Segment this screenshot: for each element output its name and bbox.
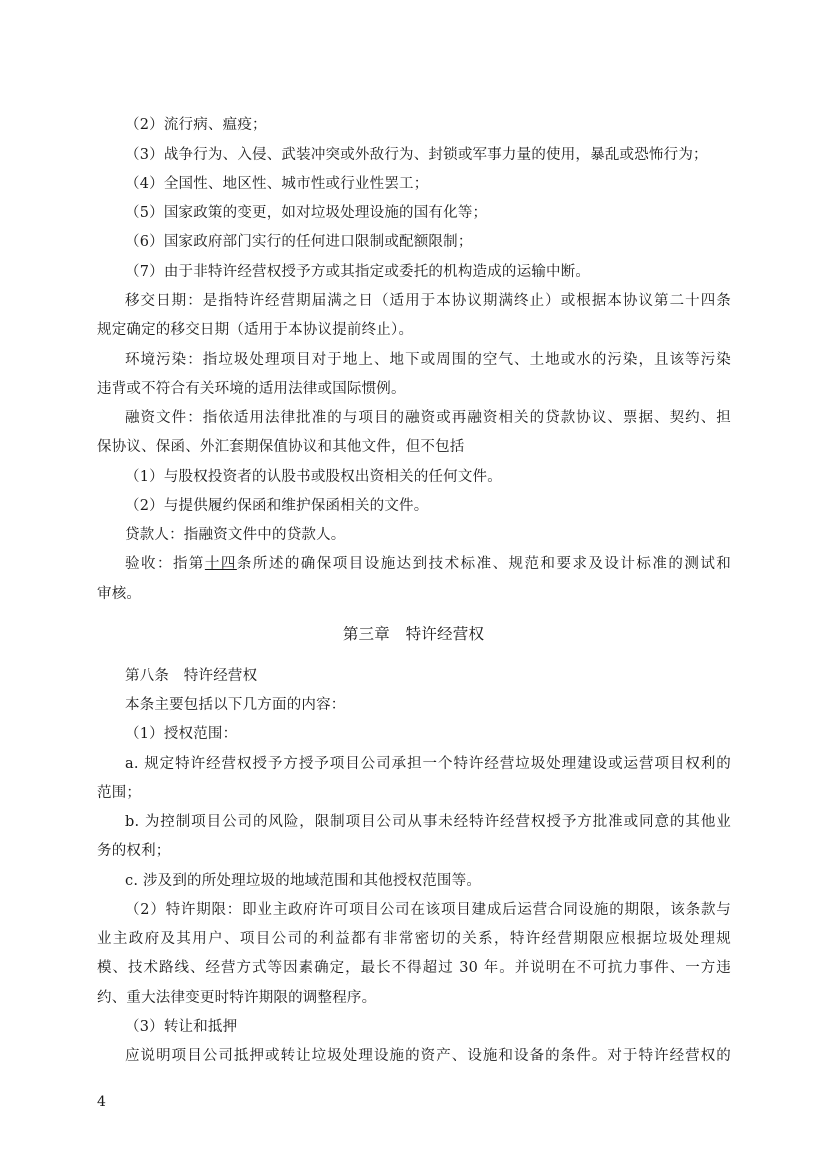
scope-item-a: a. 规定特许经营权授予方授予项目公司承担一个特许经营垃圾处理建设或运营项目权利的 <box>125 756 731 772</box>
term-paragraph: （2）特许期限：即业主政府许可项目公司在该项目建成后运营合同设施的期限，该条款与 <box>125 902 731 918</box>
term-paragraph-cont: 业主政府及其用户、项目公司的利益都有非常密切的关系，特许经营期限应根据垃圾处理规 <box>97 931 731 947</box>
force-majeure-item: （7）由于非特许经营权授予方或其指定或委托的机构造成的运输中断。 <box>125 264 591 280</box>
force-majeure-item: （4）全国性、地区性、城市性或行业性罢工； <box>125 176 429 192</box>
definition-financing-docs-cont: 保协议、保函、外汇套期保值协议和其他文件，但不包括 <box>97 439 465 455</box>
definition-transfer-date: 移交日期：是指特许经营期届满之日（适用于本协议期满终止）或根据本协议第二十四条 <box>125 293 731 309</box>
scope-item-b-cont: 务的权利； <box>97 843 171 859</box>
definition-env-pollution: 环境污染：指垃圾处理项目对于地上、地下或周围的空气、土地或水的污染，且该等污染 <box>125 352 731 368</box>
definition-lender: 贷款人：指融资文件中的贷款人。 <box>125 527 346 543</box>
force-majeure-item: （2）流行病、瘟疫； <box>125 117 267 133</box>
article-intro: 本条主要包括以下几方面的内容： <box>125 697 346 713</box>
financing-exclusion: （1）与股权投资者的认股书或股权出资相关的任何文件。 <box>125 469 502 485</box>
scope-item-c: c. 涉及到的所处理垃圾的地域范围和其他授权范围等。 <box>125 873 482 889</box>
definition-acceptance-cont: 审核。 <box>97 586 142 602</box>
definition-env-pollution-cont: 违背或不符合有关环境的适用法律或国际惯例。 <box>97 381 406 397</box>
scope-heading: （1）授权范围： <box>125 726 238 742</box>
page-number: 4 <box>97 1094 106 1110</box>
acceptance-article-ref: 十四 <box>204 556 237 572</box>
force-majeure-item: （6）国家政府部门实行的任何进口限制或配额限制； <box>125 234 473 250</box>
chapter-title: 第三章 特许经营权 <box>342 625 485 643</box>
term-paragraph-cont: 约、重大法律变更时特许期限的调整程序。 <box>97 990 377 1006</box>
transfer-heading: （3）转让和抵押 <box>125 1019 238 1035</box>
scope-item-b: b. 为控制项目公司的风险，限制项目公司从事未经特许经营权授予方批准或同意的其他业 <box>125 814 731 830</box>
transfer-paragraph: 应说明项目公司抵押或转让垃圾处理设施的资产、设施和设备的条件。对于特许经营权的 <box>125 1048 731 1064</box>
term-paragraph-cont: 模、技术路线、经营方式等因素确定，最长不得超过 30 年。并说明在不可抗力事件、一方违 <box>97 960 731 976</box>
scope-item-a-cont: 范围； <box>97 785 142 801</box>
financing-exclusion: （2）与提供履约保函和维护保函相关的文件。 <box>125 498 429 514</box>
force-majeure-item: （5）国家政策的变更，如对垃圾处理设施的国有化等； <box>125 205 488 221</box>
definition-acceptance <box>125 554 731 574</box>
acceptance-text: 验收：指第 <box>125 556 205 572</box>
definition-transfer-date-cont: 规定确定的移交日期（适用于本协议提前终止）。 <box>97 322 414 338</box>
force-majeure-item: （3）战争行为、入侵、武装冲突或外敌行为、封锁或军事力量的使用，暴乱或恐怖行为； <box>125 147 708 163</box>
definition-financing-docs: 融资文件：指依适用法律批准的与项目的融资或再融资相关的贷款协议、票据、契约、担 <box>125 410 731 426</box>
acceptance-text: 条所述的确保项目设施达到技术标准、规范和要求及设计标准的测试和 <box>236 556 731 572</box>
article-title: 第八条 特许经营权 <box>125 668 258 684</box>
